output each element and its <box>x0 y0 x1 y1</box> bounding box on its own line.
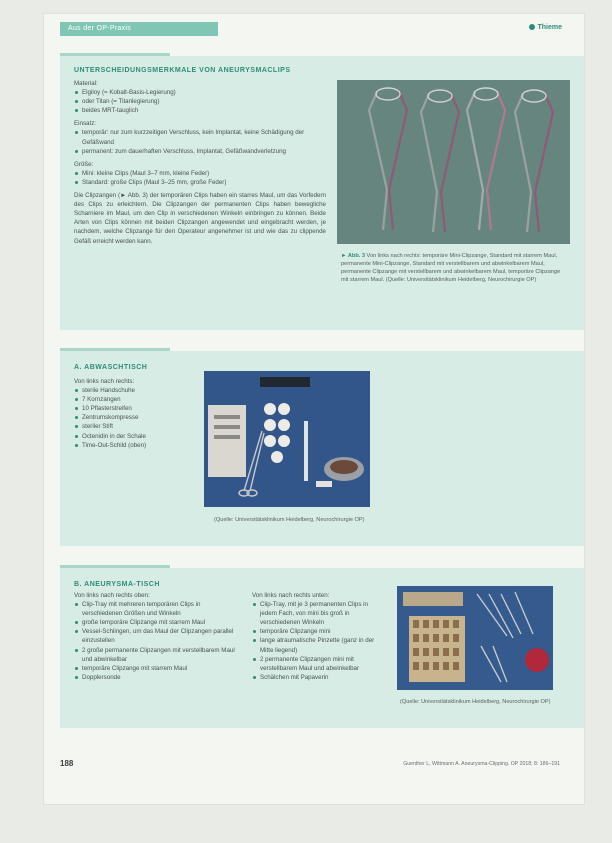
aneurysma-tisch-left-list <box>74 600 242 682</box>
abwaschtisch-item: steriler Stift <box>74 422 204 431</box>
material-item: oder Titan (= Titanlegierung) <box>74 97 326 106</box>
material-label: Material: <box>74 80 98 87</box>
abwaschtisch-list <box>74 386 204 450</box>
clip-forceps-photo <box>337 80 570 244</box>
aneurysma-tisch-left-item: Dopplersonde <box>74 673 242 682</box>
aneurysma-tisch-right-item: Clip-Tray, mit je 3 permanenten Clips in jedem Fach, von mini bis groß in verschiedenen Winkeln <box>252 600 386 627</box>
abwaschtisch-item: Octenidin in der Schale <box>74 432 204 441</box>
box3-title: B. ANEURYSMA-TISCH <box>74 581 160 588</box>
box3-left-intro: Von links nach rechts oben: <box>74 592 150 599</box>
einsatz-item: permanent: zum dauerhaften Verschluss, Implantat, Gefäßwandverletzung <box>74 147 326 156</box>
aneurysma-tisch-right-item: lange atraumatische Pinzette (ganz in der Mitte liegend) <box>252 636 386 654</box>
aneurysma-tisch-left-item: Vessel-Schlingen, um das Maul der Clipzangen parallel einzustellen <box>74 627 242 645</box>
material-list <box>74 88 326 115</box>
aneurysma-tisch-right-item: temporäre Clipzange mini <box>252 627 386 636</box>
aneurysma-tisch-left-item: temporäre Clipzange mit starrem Maul <box>74 664 242 673</box>
publisher-name: Thieme <box>537 24 562 31</box>
publisher-logo <box>529 24 562 31</box>
box2-title: A. ABWASCHTISCH <box>74 364 148 371</box>
abwaschtisch-photo <box>204 371 370 507</box>
clip-forceps-illustration <box>337 80 570 244</box>
section-label: Aus der OP-Praxis <box>60 22 218 36</box>
box2-intro: Von links nach rechts: <box>74 378 135 385</box>
aneurysma-tisch-photo <box>397 586 553 690</box>
abwaschtisch-item: sterile Handschuhe <box>74 386 204 395</box>
aneurysma-tisch-left-item: große temporäre Clipzange mit starrem Maul <box>74 618 242 627</box>
einsatz-label: Einsatz: <box>74 120 97 128</box>
aneurysma-tisch-left-item: Clip-Tray mit mehreren temporären Clips in verschiedenen Größen und Winkeln <box>74 600 242 618</box>
figure3-ref: ► Abb. 3 <box>341 253 365 259</box>
figure3-caption <box>341 252 569 284</box>
groesse-item: Standard: große Clips (Maul 3–25 mm, große Feder) <box>74 178 326 187</box>
aneurysma-tisch-left-item: 2 große permanente Clipzangen mit verstellbarem Maul und abwinkelbar <box>74 646 242 664</box>
groesse-label: Größe: <box>74 160 94 168</box>
box2-caption: (Quelle: Universitätsklinikum Heidelberg, Neurochirurgie OP) <box>214 517 365 523</box>
abwaschtisch-item: 10 Pflasterstreifen <box>74 404 204 413</box>
page-number: 188 <box>60 759 74 768</box>
aneurysma-tisch-right-item: 2 permanente Clipzangen mini mit verstellbarem Maul und abwinkelbar <box>252 655 386 673</box>
box2-text <box>74 377 204 450</box>
abwaschtisch-item: 7 Kornzangen <box>74 395 204 404</box>
box1-title: UNTERSCHEIDUNGSMERKMALE VON ANEURYSMACLIPS <box>74 67 291 74</box>
footer-citation: Guenther L, Wittmann A. Aneurysma-Clipping. OP 2018; 8: 186–191 <box>403 761 560 767</box>
aneurysma-tisch-right-list <box>252 600 386 682</box>
material-item: beides MRT-tauglich <box>74 106 326 115</box>
box3-caption: (Quelle: Universitätsklinikum Heidelberg, Neurochirurgie OP) <box>400 699 551 705</box>
box3-right-intro: Von links nach rechts unten: <box>252 592 330 599</box>
box3-left-text <box>74 591 242 682</box>
aneurysma-tisch-right-item: Schälchen mit Papaverin <box>252 673 386 682</box>
box1-text <box>74 79 326 246</box>
einsatz-list <box>74 128 326 155</box>
einsatz-item: temporär: nur zum kurzzeitigen Verschluss, kein Implantat, keine Schädigung der Gefäßwand <box>74 128 326 146</box>
figure3-caption-text: Von links nach rechts: temporäre Mini-Clipzange, Standard mit starrem Maul, permanente Mini-Clipzange, Standard mit verstellbarem und abwinkelbarem Maul, permanente Clipzange mit verstellbarem und abwinkelbarem Maul, temporäre Clipzange mit starrem Maul. (Quelle: Universitätsklinikum Heidelberg, Neurochirurgie OP) <box>341 253 561 283</box>
abwaschtisch-item: Zentrumskompresse <box>74 413 204 422</box>
groesse-item: Mini: kleine Clips (Maul 3–7 mm, kleine Feder) <box>74 169 326 178</box>
abwaschtisch-illustration <box>204 371 370 507</box>
abwaschtisch-item: Time-Out-Schild (oben) <box>74 441 204 450</box>
thieme-logo-icon <box>529 24 535 30</box>
groesse-list <box>74 169 326 187</box>
box1-paragraph: Die Clipzangen (► Abb. 3) der temporären Clips haben ein starres Maul, um das Vorfedern des Clips zu erleichtern. Die Clipzangen der permanenten Clips haben bewegliche Scharniere im Maul, um den Clip in verschiedenen Winkeln einbringen zu können. Beide Arten von Clips können mit beiden Clipzangen angewendet und eingebracht werden, je nachdem, welche Clipzange für den Operateur angenehmer ist und wie das zu clippende Gefäß erreicht werden kann. <box>74 192 326 245</box>
material-item: Elgiloy (= Kobalt-Basis-Legierung) <box>74 88 326 97</box>
box3-right-text <box>252 591 386 682</box>
aneurysma-tisch-illustration <box>397 586 553 690</box>
